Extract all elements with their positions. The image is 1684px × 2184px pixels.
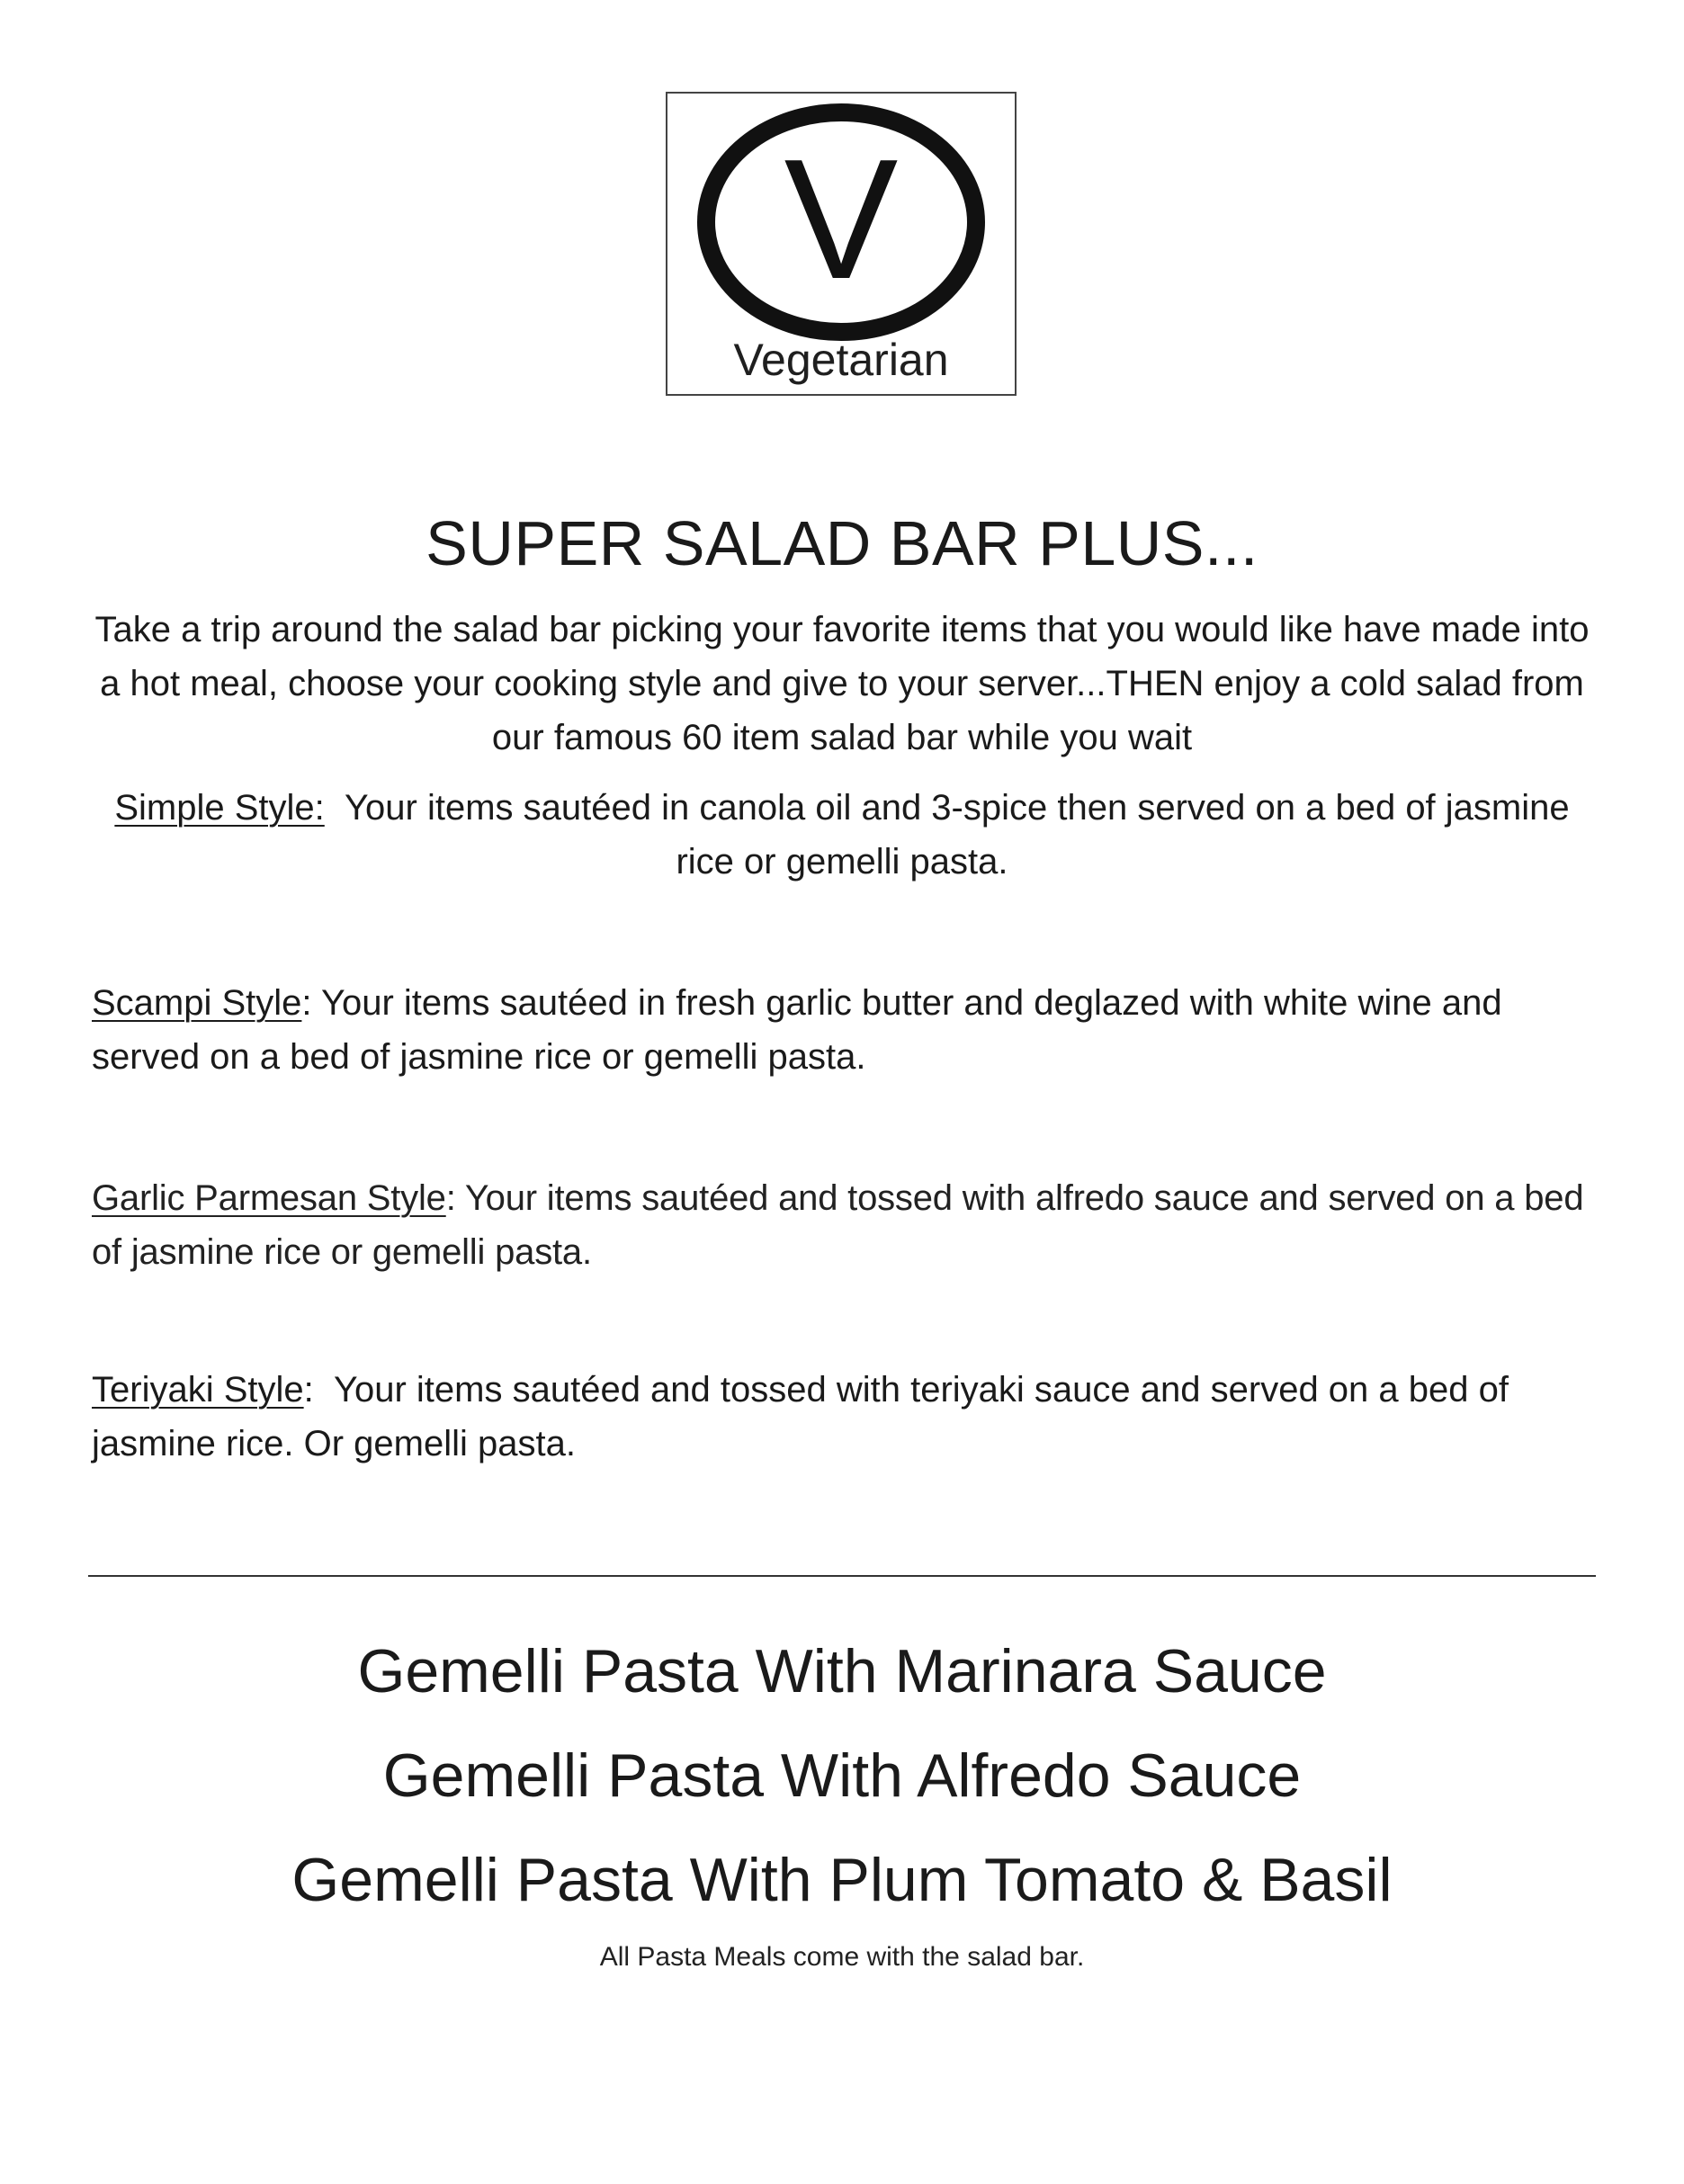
style-separator-scampi: :	[301, 983, 312, 1023]
pasta-meal-marinara: Gemelli Pasta With Marinara Sauce	[357, 1637, 1327, 1705]
style-garlic-parmesan	[92, 1171, 1603, 1279]
pasta-meal-plum-tomato-basil: Gemelli Pasta With Plum Tomato & Basil	[291, 1846, 1393, 1914]
style-description-garlic-parmesan: Your items sautéed and tossed with alfredo sauce and served on a bed of jasmine rice or gemelli pasta.	[92, 1178, 1584, 1272]
logo-letter: V	[784, 124, 899, 315]
pasta-meal-list	[0, 1619, 1684, 1932]
style-name-teriyaki: Teriyaki Style	[92, 1370, 304, 1410]
pasta-meal-alfredo: Gemelli Pasta With Alfredo Sauce	[382, 1741, 1302, 1810]
style-teriyaki	[92, 1363, 1603, 1471]
style-scampi	[92, 976, 1603, 1084]
style-description-teriyaki: Your items sautéed and tossed with teriyaki sauce and served on a bed of jasmine rice. Or gemelli pasta.	[92, 1370, 1509, 1463]
style-description-scampi: Your items sautéed in fresh garlic butter and deglazed with white wine and served on a bed of jasmine rice or gemelli pasta.	[92, 983, 1502, 1077]
intro-text: Take a trip around the salad bar picking your favorite items that you would like have made into a hot meal, choose your cooking style and give to your server...THEN enjoy a cold salad from our famous 60 item salad bar while you wait	[94, 610, 1590, 757]
style-name-garlic-parmesan: Garlic Parmesan Style	[92, 1178, 446, 1218]
page-title: SUPER SALAD BAR PLUS...	[425, 508, 1259, 578]
pasta-footnote: All Pasta Meals come with the salad bar.	[599, 1942, 1085, 1972]
section-divider	[88, 1575, 1596, 1577]
vegetarian-logo	[666, 92, 1017, 396]
style-separator-garlic-parmesan: :	[445, 1178, 456, 1218]
style-name-simple: Simple Style:	[114, 788, 325, 828]
style-simple	[86, 781, 1598, 889]
style-name-scampi: Scampi Style	[92, 983, 302, 1023]
logo-label: Vegetarian	[733, 335, 949, 385]
style-description-simple: Your items sautéed in canola oil and 3-spice then served on a bed of jasmine rice or gemelli pasta.	[345, 788, 1570, 882]
style-separator-teriyaki: :	[303, 1370, 314, 1410]
